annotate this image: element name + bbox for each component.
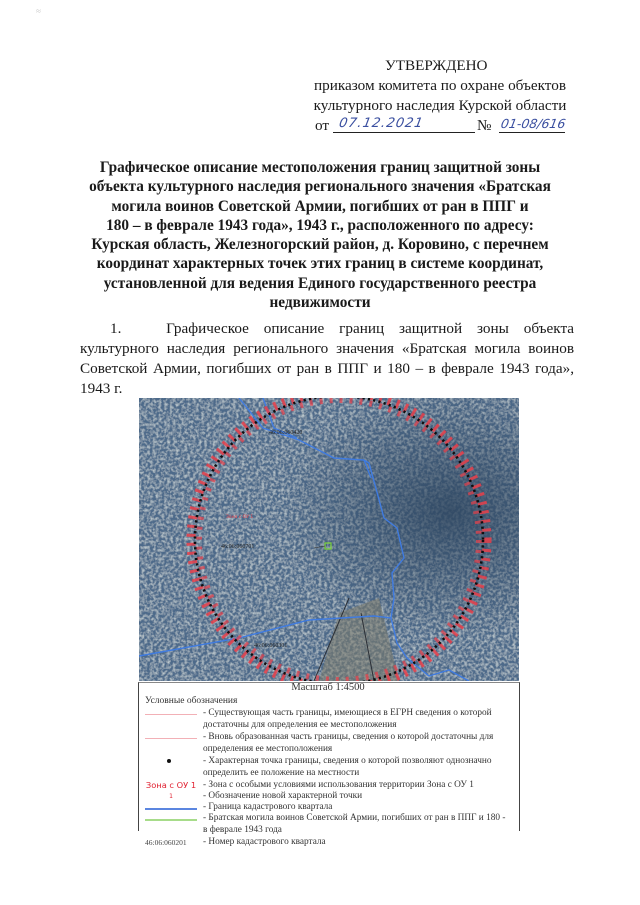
legend: Условные обозначения - Существующая часть границы, имеющиеся в ЕГРН сведения о которой достаточны для определения ее местоположения - Вновь образованная часть границы, сведения о которой достаточны для определения ее местоположения - Характерная точка границы, сведения о которой позволяют однозначно определить ее положение на местности Зона с ОУ 1 - Зона с особыми условиями использования территории Зона с ОУ 1 1 - Обозначение новой характерной точки - Граница кадастрового квартала - Братская могила воинов Советской Армии, погибших от ран в ППГ и 180 - в феврале 1943 года 46:06:060201 - Номер кадастрового квартала bbox=[138, 682, 520, 831]
point-number-symbol: 1 bbox=[169, 793, 173, 800]
map-kad-label-north: 46:06:060420 bbox=[269, 430, 303, 436]
section-1-rest: культурного наследия регионального значения «Братская могила воинов Советской Армии, погибших от ран в ППГ и 180 – в феврале 1943 года», 1943 г. bbox=[80, 340, 574, 397]
title-line: установленной для ведения Единого государственного реестра bbox=[103, 274, 537, 292]
title-line: Курская область, Железногорский район, д. Коровино, с перечнем bbox=[91, 236, 549, 254]
map-zone-label: Зона с ОУ 1 bbox=[226, 515, 254, 520]
kad-number-symbol: 46:06:060201 bbox=[145, 838, 187, 847]
section-1-lead: Графическое описание границ защитной зоны объекта bbox=[166, 320, 575, 337]
red-line-symbol bbox=[145, 714, 197, 715]
section-number: 1. bbox=[110, 320, 122, 337]
approval-line-2: культурного наследия Курской области bbox=[313, 97, 567, 114]
document-title bbox=[66, 158, 574, 312]
handwritten-date: 07.12.2021 bbox=[337, 116, 425, 131]
boundary-map-figure bbox=[136, 396, 520, 847]
section-1-paragraph bbox=[80, 319, 574, 399]
red-line-symbol bbox=[145, 738, 197, 739]
title-line: координат характерных точек этих границ в системе координат, bbox=[96, 255, 544, 273]
scan-mark: ≈ bbox=[36, 6, 41, 16]
title-line: 180 – в феврале 1943 года», 1943 г., расположенного по адресу: bbox=[106, 216, 534, 234]
approval-line-1: приказом комитета по охране объектов bbox=[314, 77, 566, 94]
section-1-first-line bbox=[80, 319, 574, 339]
date-prefix: от bbox=[315, 117, 330, 134]
approval-title: УТВЕРЖДЕНО bbox=[385, 57, 488, 74]
number-prefix: № bbox=[477, 117, 492, 134]
legend-title: Условные обозначения bbox=[145, 696, 238, 706]
zone-label-symbol: Зона с ОУ 1 bbox=[145, 780, 197, 790]
map-graphic bbox=[139, 398, 519, 681]
title-line: объекта культурного наследия регионального значения «Братская bbox=[89, 178, 551, 196]
handwritten-number: 01-08/616 bbox=[499, 116, 567, 131]
blue-line-symbol bbox=[145, 808, 197, 810]
map-scale: Масштаб 1:4500 bbox=[291, 682, 365, 693]
title-line: могила воинов Советской Армии, погибших от ран в ППГ и bbox=[111, 197, 529, 215]
map-kad-label-south: 46:06:060301 bbox=[254, 643, 288, 649]
boundary-point-symbol bbox=[167, 759, 171, 763]
dark-area bbox=[139, 398, 519, 681]
approval-date-number bbox=[305, 116, 575, 136]
satellite-map bbox=[139, 398, 519, 681]
map-kad-label-center: 46:06:060701 bbox=[221, 544, 255, 550]
approval-stamp bbox=[305, 56, 575, 136]
title-line: недвижимости bbox=[269, 294, 371, 312]
green-line-symbol bbox=[145, 819, 197, 821]
title-line: Графическое описание местоположения границ защитной зоны bbox=[99, 159, 541, 176]
